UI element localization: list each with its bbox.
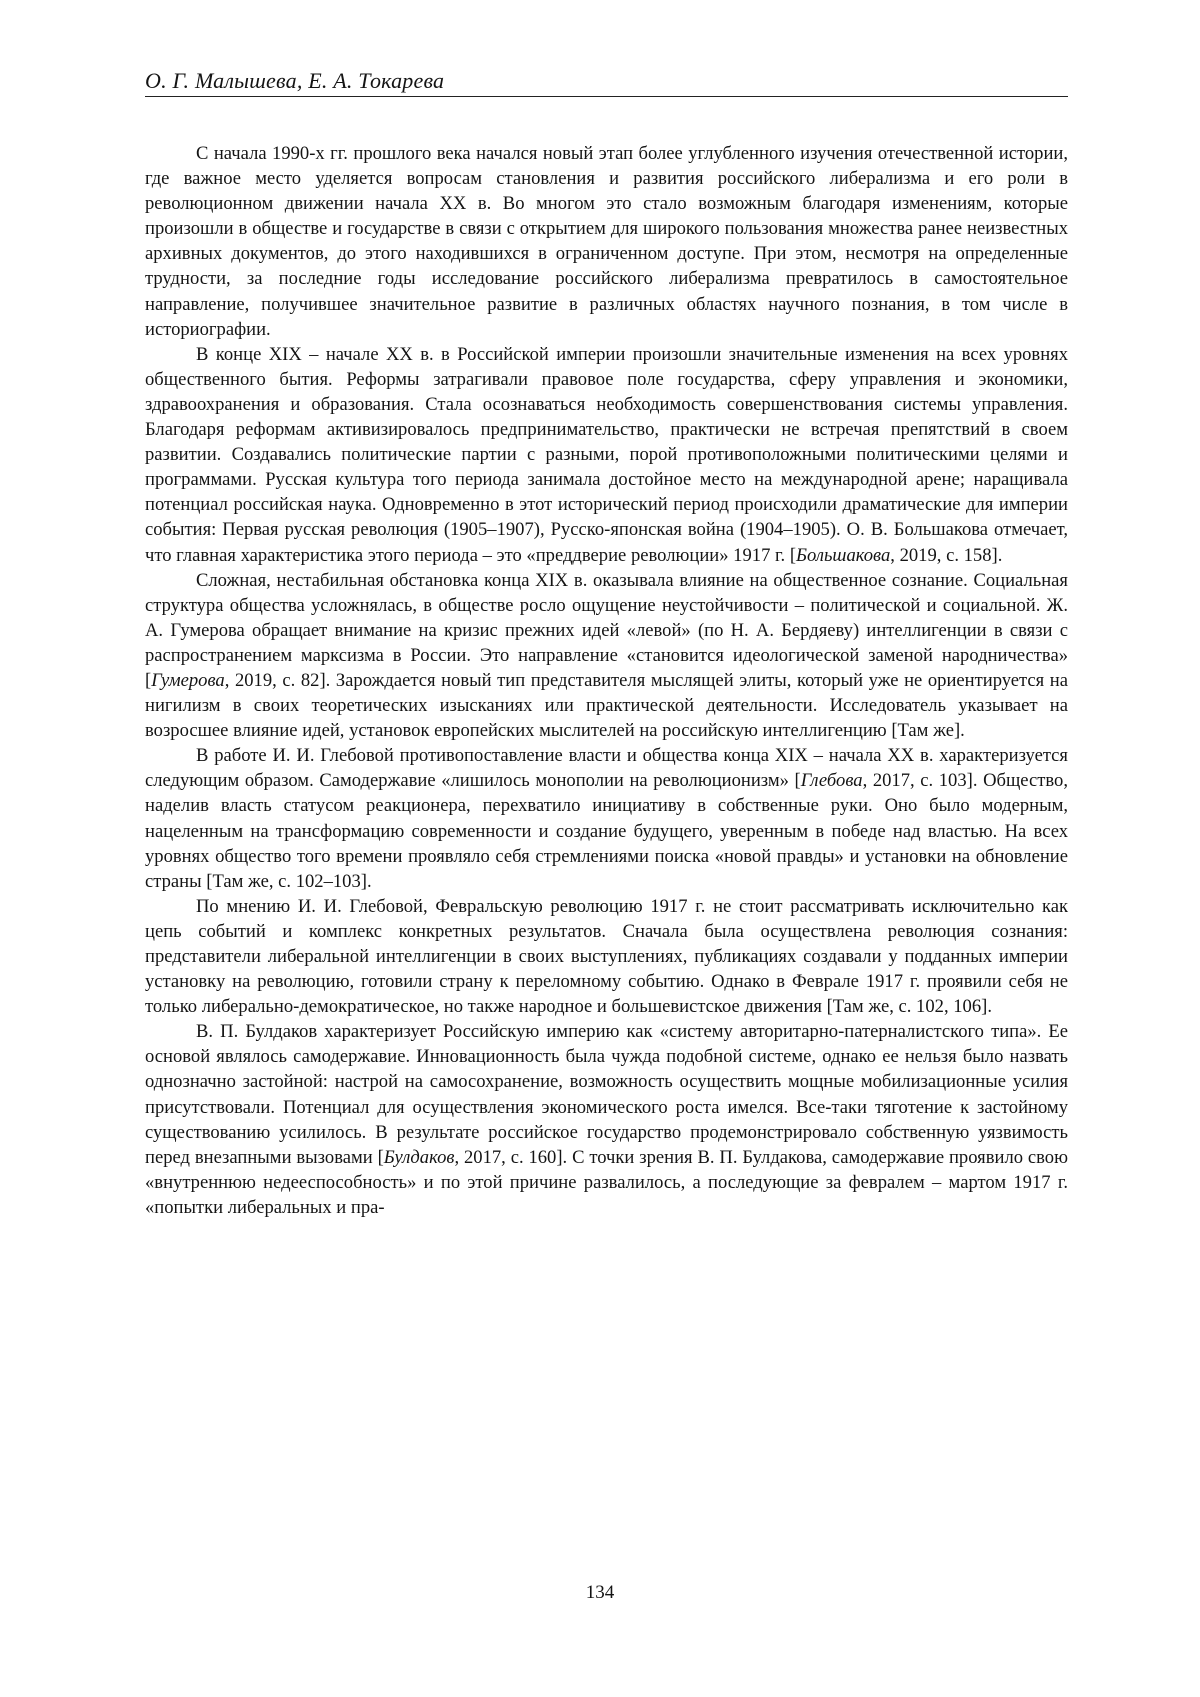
page-number: 134 — [0, 1581, 1200, 1605]
text-run: , 2019, с. 158]. — [890, 545, 1002, 566]
text-run: , 2017, с. 160]. С точки зрения В. П. Булдакова, самодержавие проявило свою «внутреннюю недееспособность» и по этой причине развалилось, а последующие за февралем – мартом 1917 г. «попытки либеральных и пра- — [145, 1147, 1068, 1218]
paragraph — [145, 894, 1068, 1019]
article-body — [145, 141, 1068, 1220]
citation-author: Большакова — [796, 545, 890, 566]
text-run: , 2017, с. 103]. Общество, наделив власть статусом реакционера, перехватило инициативу в собственные руки. Оно было модерным, нацеленным на трансформацию современности и создание будущего, уверенным в победе над властью. На всех уровнях общество того времени проявляло себя стремлениями поиска «новой правды» и установки на обновление страны [Там же, с. 102–103]. — [145, 770, 1068, 891]
citation-author: Глебова — [801, 770, 863, 791]
text-run: , 2019, с. 82]. Зарождается новый тип представителя мыслящей элиты, который уже не ориентируется на нигилизм в своих теоретических изысканиях или практической деятельности. Исследователь указывает на возросшее влияние идей, установок европейских мыслителей на российскую интеллигенцию [Там же]. — [145, 670, 1068, 741]
paragraph — [145, 141, 1068, 342]
text-run: С начала 1990-х гг. прошлого века начался новый этап более углубленного изучения отечественной истории, где важное место уделяется вопросам становления и развития российского либерализма и его роли в революционном движении начала XX в. Во многом это стало возможным благодаря изменениям, которые произошли в обществе и государстве в связи с открытием для широкого пользования множества ранее неизвестных архивных документов, до этого находившихся в ограниченном доступе. При этом, несмотря на определенные трудности, за последние годы исследование российского либерализма превратилось в самостоятельное направление, получившее значительное развитие в различных областях научного познания, в том числе в историографии. — [145, 143, 1068, 340]
paragraph — [145, 1019, 1068, 1220]
text-run: В работе И. И. Глебовой противопоставление власти и общества конца XIX – начала XX в. характеризуется следующим образом. Самодержавие «лишилось монополии на революционизм» [ — [145, 745, 1068, 791]
running-head-authors: О. Г. Малышева, Е. А. Токарева — [145, 68, 1068, 97]
text-run: В конце XIX – начале XX в. в Российской империи произошли значительные изменения на всех уровнях общественного бытия. Реформы затрагивали правовое поле государства, сферу управления и экономики, здравоохранения и образования. Стала осознаваться необходимость совершенствования системы управления. Благодаря реформам активизировалось предпринимательство, практически не встречая препятствий в своем развитии. Создавались политические партии с разными, порой противоположными политическими целями и программами. Русская культура того периода занимала достойное место на международной арене; наращивала потенциал российская наука. Одновременно в этот исторический период происходили драматические для империи события: Первая русская революция (1905–1907), Русско-японская война (1904–1905). О. В. Большакова отмечает, что главная характеристика этого периода – это «преддверие революции» 1917 г. [ — [145, 344, 1068, 566]
citation-author: Гумерова — [151, 670, 225, 691]
text-run: В. П. Булдаков характеризует Российскую империю как «систему авторитарно-патерналистского типа». Ее основой являлось самодержавие. Инновационность была чужда подобной системе, однако ее нельзя было назвать однозначно застойной: настрой на самосохранение, возможность осуществить мощные мобилизационные усилия присутствовали. Потенциал для осуществления экономического роста имелся. Все-таки тяготение к застойному существованию усилилось. В результате российское государство продемонстрировало собственную уязвимость перед внезапными вызовами [ — [145, 1021, 1068, 1167]
page — [145, 68, 1068, 1220]
paragraph — [145, 568, 1068, 744]
text-run: Сложная, нестабильная обстановка конца XIX в. оказывала влияние на общественное сознание. Социальная структура общества усложнялась, в обществе росло ощущение неустойчивости – политической и социальной. Ж. А. Гумерова обращает внимание на кризис прежних идей «левой» (по Н. А. Бердяеву) интеллигенции в связи с распространением марксизма в России. Это направление «становится идеологической заменой народничества» [ — [145, 570, 1068, 691]
text-run: По мнению И. И. Глебовой, Февральскую революцию 1917 г. не стоит рассматривать исключительно как цепь событий и комплекс конкретных результатов. Сначала была осуществлена революция сознания: представители либеральной интеллигенции в своих выступлениях, публикациях создавали у подданных империи установку на революцию, готовили страну к переломному событию. Однако в Феврале 1917 г. проявили себя не только либерально-демократическое, но также народное и большевистское движения [Там же, с. 102, 106]. — [145, 896, 1068, 1017]
paragraph — [145, 342, 1068, 568]
citation-author: Булдаков — [384, 1147, 455, 1168]
paragraph — [145, 743, 1068, 894]
